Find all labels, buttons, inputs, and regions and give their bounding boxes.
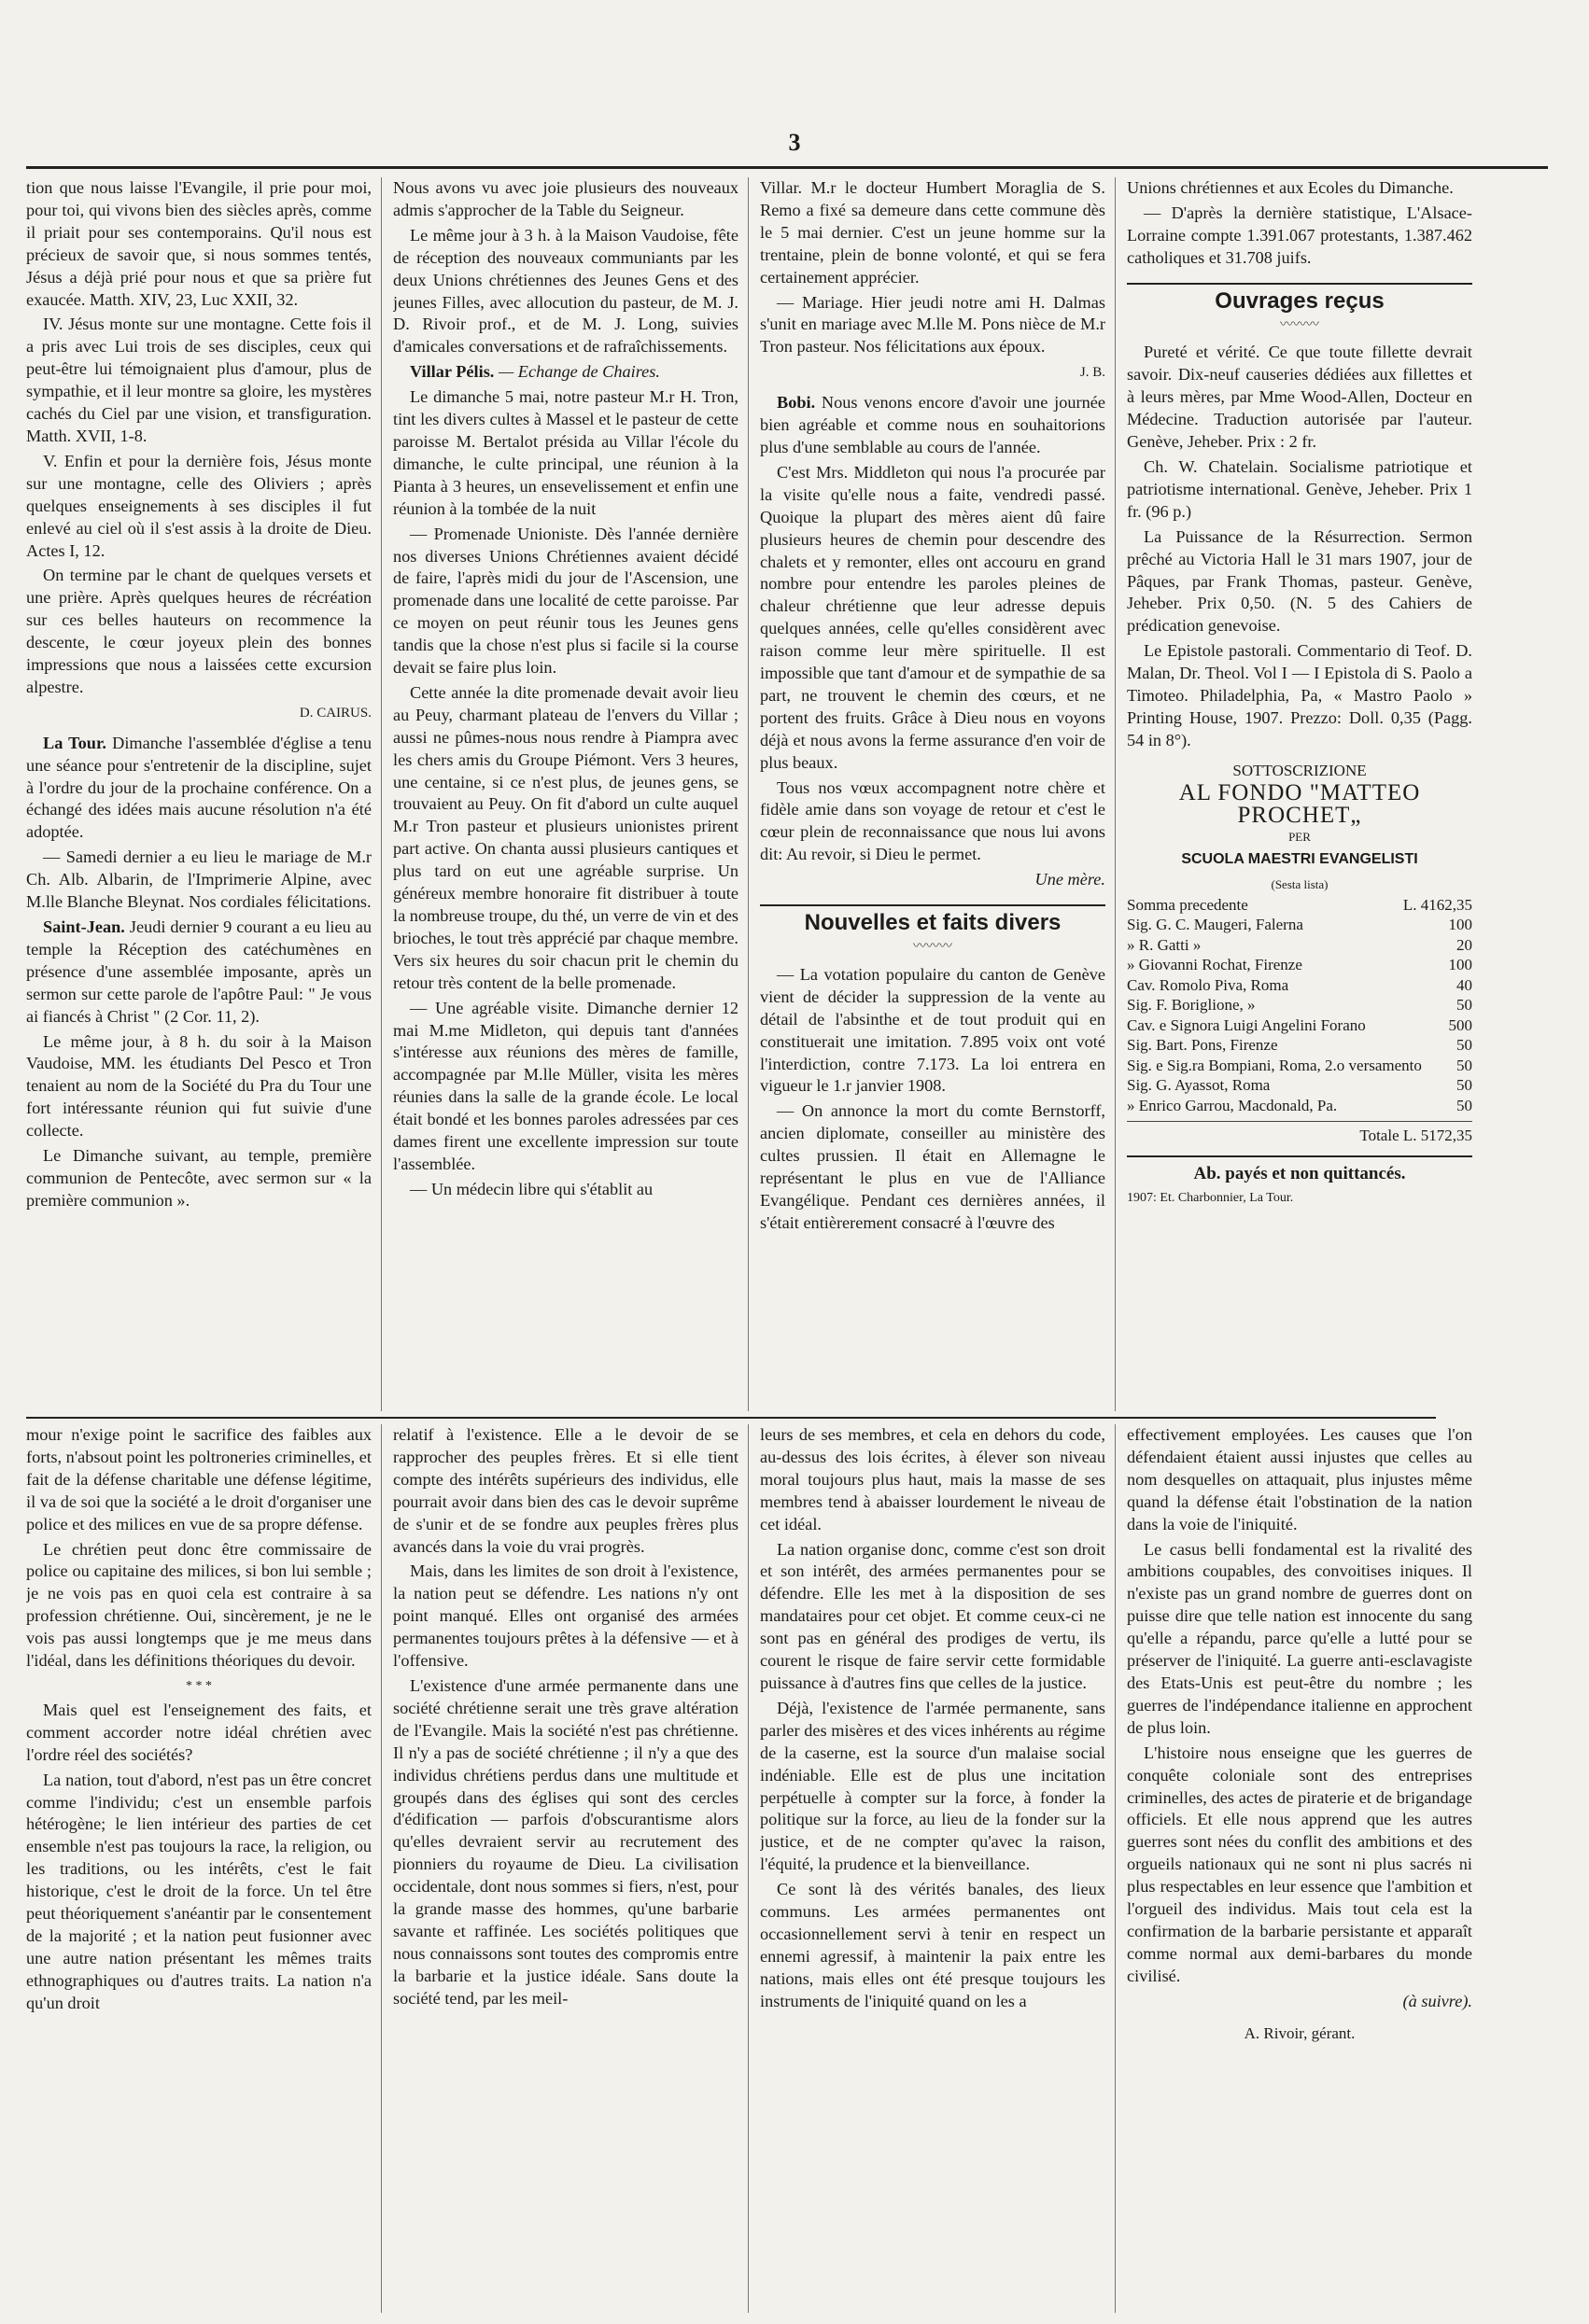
upper-column-3 [760,177,1116,1411]
subscription-amount: 100 [1448,956,1472,974]
section-break-stars: * * * [186,1678,212,1693]
news-paragraph: Nous avons vu avec joie plusieurs des nouveaux admis s'approcher de la Table du Seigneur. [393,178,738,219]
news-paragraph: — On annonce la mort du comte Bernstorff, ancien diplomate, conseiller au ministère des cultes prussien. Il était en Allemagne le représentant le plus en vue de l'Alliance Evangélique. Pendant ces dernières années, il s'était entièrerement consacré à l'œuvre des [760,1101,1105,1232]
news-paragraph: Le dimanche 5 mai, notre pasteur M.r H. Tron, tint les divers cultes à Massel et le pasteur de cette paroisse M. Bertalot présida au Villar l'école du dimanche, le culte principal, une réunion à la Pianta à 3 heures, un ensevelissement et enfin une réunion à la tombée de la nuit [393,387,738,518]
news-text: Nous venons encore d'avoir une journée bien agréable et comme nous en souhaitorions plus d'une semblable au cours de l'année. [760,393,1105,456]
essay-paragraph: mour n'exige point le sacrifice des faibles aux forts, n'absout point les poltroneries criminelles, et fait de la défense charitable une défense légitime, il va de soi que la société a le droit d'organiser une police et des milices en vue de sa propre défense. [26,1425,372,1533]
news-paragraph [26,1031,372,1143]
subscriber-name: Sig. G. C. Maugeri, Falerna [1127,916,1303,934]
news-paragraph: — D'après la dernière statistique, L'Alsace-Lorraine compte 1.391.067 protestants, 1.387.462 catholiques et 31.708 juifs. [1127,203,1472,267]
essay-paragraph: leurs de ses membres, et cela en dehors du code, au-dessus des lois écrites, à élever son niveau moral toujours plus haut, mais la masse de ses membres tend à abaisser lourdement le niveau de cet idéal. [760,1425,1105,1533]
news-paragraph [26,917,372,1029]
lower-columns [26,1424,1482,2313]
news-paragraph [393,361,738,384]
upper-column-2 [393,177,749,1411]
subscriber-name: » Giovanni Rochat, Firenze [1127,956,1302,974]
subscription-list-number: (Sesta lista) [1271,877,1329,892]
article-signature: D. CAIRUS. [299,705,372,721]
subscription-entry [1127,935,1472,956]
news-subheading: — Echange de Chaires. [494,362,660,382]
subscription-amount: 50 [1456,1056,1472,1074]
subscriber-name: Cav. e Signora Luigi Angelini Forano [1127,1015,1366,1034]
essay-paragraph: relatif à l'existence. Elle a le devoir de se rapprocher des peuples frères. Et si elle tient compte des intérêts supérieurs des individus, elle pourrait avoir dans bien des cas le devoir suprême de s'unir et de se fondre aux peuples frères plus avancés dans la voie du vrai progrès. [393,1425,738,1556]
news-heading: Bobi. [777,393,816,413]
top-rule [26,166,1548,169]
news-heading: La Tour. [43,733,106,752]
news-text: — Samedi dernier a eu lieu le mariage de M.r Ch. Alb. Albarin, de l'Imprimerie Alpine, avec M.lle Blanche Bleynat. Nos cordiales félicitations. [26,847,372,912]
subscription-amount: 20 [1456,935,1472,954]
news-paragraph: — Une agréable visite. Dimanche dernier 12 mai M.me Midleton, qui depuis tant d'années s'intéresse aux réunions des mères de famille, accompagnée par M.lle Müller, visita les mères réunies dans la salle de la grande école. Le local était bondé et les bonnes paroles adressées par ces dames firent une excellente impression sur toute l'assemblée. [393,998,738,1173]
news-paragraph: — Promenade Unioniste. Dès l'année dernière nos diverses Unions Chrétiennes avaient décidé de faire, l'après midi du jour de l'Ascension, une promenade dans une localité de cette paroisse. Par ce moyen on peut réunir tous les Jeunes gens tandis que la chose n'est plus si facile si la course devait se faire plus loin. [393,524,738,678]
news-paragraph: Le même jour à 3 h. à la Maison Vaudoise, fête de réception des nouveaux communiants par les deux Unions chrétiennes des Jeunes Gens et des jeunes Filles, avec allocution du pasteur, de M. J. D. Rivoir prof., et de M. J. Long, suivies d'amicales conversations et de rafraîchissements. [393,225,738,357]
news-paragraph [26,733,372,845]
subscription-total: Totale L. 5172,35 [1127,1121,1472,1146]
essay-paragraph: Mais quel est l'enseignement des faits, et comment accorder notre idéal chrétien avec l'ordre réel des sociétés? [26,1700,372,1764]
news-text: Jeudi dernier 9 courant a eu lieu au temple la Réception des catéchumènes en présence d'une assemblée imposante, après un sermon sur cette parole de l'apôtre Paul: " Je vous ai fiancés à Christ " (2 Cor. 11, 2). [26,917,372,1026]
news-signature: Une mère. [1034,870,1105,889]
subscriber-name: Cav. Romolo Piva, Roma [1127,975,1289,994]
subscription-entry [1127,975,1472,996]
news-paragraph: — Un médecin libre qui s'établit au [410,1179,654,1198]
ack-title: Ab. payés et non quittancés. [1127,1155,1472,1185]
lower-column-4 [1127,1424,1482,2313]
book-notice: La Puissance de la Résurrection. Sermon prêché au Victoria Hall le 31 mars 1907, jour de Pâques, par Frank Thomas, pasteur. Genève, Jeheber. Prix 0,50. (N. 5 des Cahiers de prédication genevoise. [1127,526,1472,636]
subscription-entry [1127,1035,1472,1056]
subscription-entry [1127,1096,1472,1116]
article-paragraph: tion que nous laisse l'Evangile, il prie pour moi, pour toi, qui vivons bien des siècles après, comme il priait pour ses contemporains. Qu'il nous est précieux de savoir que, si nous sommes tentés, Jésus a déjà prié pour nous et que sa prière fut exaucée. Matth. XIV, 23, Luc XXII, 32. [26,178,372,309]
upper-column-4 [1127,177,1482,1411]
subscription-entry [1127,955,1472,975]
news-paragraph: Unions chrétiennes et aux Ecoles du Dimanche. [1127,178,1454,197]
subscriber-name: Sig. G. Ayassot, Roma [1127,1076,1271,1095]
subscriber-name: » R. Gatti » [1127,935,1202,954]
article-paragraph: IV. Jésus monte sur une montagne. Cette fois il a pris avec Lui trois de ses disciples, ceux qui peut-être lui témoignaient plus d'amour, plus de sympathie, et il leur montre sa gloire, les mystères cachés du Ciel par une vision, et transfiguration. Matth. XVII, 1-8. [26,315,372,445]
subscription-amount: 40 [1456,975,1472,994]
subscription-heading: SOTTOSCRIZIONE [1232,761,1367,779]
subscription-list [1127,875,1472,1146]
article-paragraph: V. Enfin et pour la dernière fois, Jésus monte sur une montagne, celle des Oliviers ; après quelques enseignements à ses disciples il fut enlevé au ciel où il s'est assis à la droite de Dieu. Actes I, 12. [26,451,372,560]
subscription-entry [1127,1015,1472,1036]
news-signature: J. B. [1079,365,1105,381]
subscriber-name: Sig. e Sig.ra Bompiani, Roma, 2.o versamento [1127,1056,1422,1074]
gerant-signature: A. Rivoir, gérant. [1244,2023,1356,2042]
upper-column-1 [26,177,382,1411]
news-paragraph: C'est Mrs. Middleton qui nous l'a procurée par la visite qu'elle nous a faite, vendredi passé. Quoique la plupart des mères aient dû faire plusieurs heures de chemin pour descendre des chalets et y remonter, elles ont accouru en grand nombre pour entendre les paroles pleines de chaleur chrétienne que leur adresse depuis quelques années, celle qu'elles considèrent avec raison comme leur mère spirituelle. Il est impossible que tant d'amour et de sympathie de sa part, ne trouvent le chemin des cœurs, et ne portent des fruits. Grâce à Dieu nous en voyons déjà et nous avons la ferme assurance d'en voir de plus beaux. [760,462,1105,772]
fund-title: AL FONDO "MATTEO PROCHET„ [1178,779,1421,828]
subscription-entry [1127,995,1472,1015]
middle-rule [26,1417,1436,1419]
subscription-amount: 50 [1456,1076,1472,1095]
book-notice: Ch. W. Chatelain. Socialisme patriotique et patriotisme international. Genève, Jeheber. Prix 1 fr. (96 p.) [1127,456,1472,521]
news-heading: Saint-Jean. [43,917,125,936]
fund-school: SCUOLA MAESTRI EVANGELISTI [1181,851,1418,868]
section-title-ouvrages: Ouvrages reçus [1127,283,1472,313]
lower-column-3 [760,1424,1116,2313]
subscription-amount: 50 [1456,1036,1472,1055]
news-paragraph: Cette année la dite promenade devait avoir lieu au Peuy, charmant plateau de l'envers du Villar ; aussi ne pûmes-nous nous rendre à Piampra avec les chers amis du Groupe Piémont. Vers 3 heures, une centaine, si ce n'est plus, de jeunes gens, se trouvaient au Peuy. On fit d'abord un culte auquel M.r Tron pasteur et plusieurs unionistes prirent part active. On chanta aussi plusieurs cantiques et plus tard on eut une agréable surprise. Un généreux membre honoraire fit distribuer à toute la nombreuse troupe, du thé, un verre de vin et des brioches, le tout très apprécié par chaque membre. Vers six heures du soir chacun prit le chemin du retour très content de la belle promenade. [393,682,738,992]
subscription-entry [1127,895,1472,916]
news-text: Dimanche l'assemblée d'église a tenu une séance pour s'entretenir de la discipline, sujet à l'ordre du jour de la prochaine conférence. On a échangé des idées mais aucune résolution n'a été adoptée. [26,733,372,842]
book-notice: Le Epistole pastorali. Commentario di Teof. D. Malan, Dr. Theol. Vol I — I Epistola di S. Paolo a Timoteo. Philadelphia, Pa, « Mastro Paolo » Printing House, 1907. Prezzo: Doll. 0,35 (Pagg. 54 in 8°). [1127,641,1472,749]
news-heading: Villar Pélis. [410,362,495,382]
page-number: 3 [788,129,801,156]
subscription-amount: 50 [1456,996,1472,1015]
essay-paragraph: Le casus belli fondamental est la rivalité des ambitions coupables, des convoitises iniques. Il n'existe pas un grand nombre de guerres dont on puisse dire que telle nation est innocente du sang qu'elle a répandu, parce qu'elle a lutté pour se préserver de l'iniquité. La guerre anti-esclavagiste des Etats-Unis est peut-être du nombre ; les guerres de l'indépendance italienne en approchent de plus loin. [1127,1539,1472,1737]
essay-paragraph: La nation, tout d'abord, n'est pas un être concret comme l'individu; c'est un ensemble parfois hétérogène; le lien intérieur des parties de cet ensemble n'est pas toujours la race, la religion, ou les traditions, ou les intérêts, c'est le fait historique, c'est le droit de la force. Un tel être peut théoriquement s'anéantir par le consentement de la majorité ; et la nation peut fusionner avec une autre nation présentant les mêmes traits ethnographiques ou d'autres traits. La nation n'a qu'un droit [26,1770,372,2012]
ornament-divider: 〰〰〰 [913,940,952,954]
ack-line: 1907: Et. Charbonnier, La Tour. [1127,1190,1294,1205]
essay-paragraph: effectivement employées. Les causes que l'on défendaient étaient aussi injustes que celles au nom desquelles on attaquait, plus injustes même quand la défense était l'obstination de la nation dans la voie de l'iniquité. [1127,1425,1472,1533]
news-paragraph: — Mariage. Hier jeudi notre ami H. Dalmas s'unit en mariage avec M.lle M. Pons nièce de M.r Tron pasteur. Nos félicitations aux époux. [760,292,1105,357]
news-text: Le Dimanche suivant, au temple, première communion de Pentecôte, avec sermon sur « la première communion ». [26,1146,372,1210]
news-paragraph [26,1145,372,1212]
news-paragraph: — La votation populaire du canton de Genève vient de décider la suppression de la vente au détail de l'absinthe et de tout produit qui en constituerait une imitation. 7.895 voix ont voté l'interdiction, contre 7.173. La loi entrera en vigueur le 1.r janvier 1908. [760,964,1105,1096]
subscription-entry [1127,1075,1472,1096]
subscriber-name: Sig. Bart. Pons, Firenze [1127,1036,1278,1055]
upper-columns [26,177,1482,1411]
essay-paragraph: L'existence d'une armée permanente dans une société chrétienne serait une très grave altération de l'Evangile. Mais la société n'est pas chrétienne. Il n'y a pas de société chrétienne ; il n'y a que des individus chrétiens perdus dans une multitude et groupés dans des églises qui sont des cercles d'édification — parfois d'obscurantisme alors qu'elles devraient servir au recrutement des pionniers du royaume de Dieu. La civilisation occidentale, dont nous sommes si fiers, n'est, pour la grande masse des hommes, qu'une barbarie savante et raffinée. Les sociétés politiques que nous connaissons sont toutes des compromis entre la barbarie et la justice idéale. Sans doute la société tend, par les meil- [393,1675,738,2008]
subscriber-name: Sig. F. Boriglione, » [1127,996,1256,1015]
subscription-amount: 50 [1456,1096,1472,1114]
essay-paragraph: Le chrétien peut donc être commissaire de police ou capitaine des milices, si bon lui semble ; je ne vois pas en quoi cela est contraire à sa profession chrétienne. Oui, sincèrement, je ne le vois pas aussi longtemps que je me meus dans l'idéal, dans les définitions théoriques du devoir. [26,1539,372,1671]
article-paragraph: On termine par le chant de quelques versets et une prière. Après quelques heures de récréation sur ces belles hauteurs on recommence la descente, le cœur joyeux plein des bonnes impressions que nous a laissées cette excursion alpestre. [26,566,372,696]
ornament-divider: 〰〰〰 [1280,317,1319,332]
essay-paragraph: L'histoire nous enseigne que les guerres de conquête coloniale sont des entreprises criminelles, des actes de piraterie et de brigandage officiels. Et elle nous apprend que les autres guerres sont nées du conflit des ambitions et des orgueils nationaux qui ne sont ni plus sacrés ni plus respectables en leur essence que l'ambition et l'orgueil des individus. Mais tout cela est la confirmation de la barbarie persistante et apparaît comme normal aux demi-barbares du monde civilisé. [1127,1743,1472,1985]
subscriber-name: » Enrico Garrou, Macdonald, Pa. [1127,1096,1338,1114]
news-paragraph [760,392,1105,459]
lower-column-2 [393,1424,749,2313]
news-paragraph: Tous nos vœux accompagnent notre chère et fidèle amie dans son voyage de retour et c'est le cœur plein de reconnaissance que nous lui avons dit: Au revoir, si Dieu le permet. [760,777,1105,864]
essay-paragraph: Ce sont là des vérités banales, des lieux communs. Les armées permanentes ont occasionnellement servi à tenir en respect un ennemi agressif, à maintenir la paix entre les nations, mais elles ont été presque toujours les instruments de l'iniquité quand on les a [760,1880,1105,2010]
subscription-amount: L. 4162,35 [1402,895,1472,914]
news-paragraph [26,847,372,914]
subscription-amount: 500 [1448,1015,1472,1034]
news-paragraph: Villar. M.r le docteur Humbert Moraglia de S. Remo a fixé sa demeure dans cette commune dès le 5 mai dernier. C'est un jeune homme sur la trentaine, plein de bonne volonté, et qui se fera certainement apprécier. [760,178,1105,287]
subscription-entry [1127,1056,1472,1076]
section-title-nouvelles: Nouvelles et faits divers [760,904,1105,934]
essay-paragraph: Mais, dans les limites de son droit à l'existence, la nation peut se défendre. Les nations n'y ont point manqué. Elles ont organisé des armées permanentes toujours prêtes à la défensive — et à l'offensive. [393,1561,738,1671]
essay-paragraph: La nation organise donc, comme c'est son droit et son intérêt, des armées permanentes pour se défendre. Elle les met à la disposition de ses mandataires pour cet objet. Et comme ceux-ci ne sont pas en général des prodiges de vertu, ils courent le risque de faire servir cette formidable puissance à d'autres fins que celles de la justice. [760,1539,1105,1692]
to-be-continued: (à suivre). [1402,1991,1472,2010]
book-notice: Pureté et vérité. Ce que toute fillette devrait savoir. Dix-neuf causeries dédiées aux fillettes et à leurs mères, par Mme Wood-Allen, Docteur en Médecine. Traduction autorisée par l'auteur. Genève, Jeheber. Prix : 2 fr. [1127,343,1472,452]
news-text: Le même jour, à 8 h. du soir à la Maison Vaudoise, MM. les étudiants Del Pesco et Tron tenaient au nom de la Société du Pra du Tour une fort intéressante réunion qui fut suivie d'une collecte. [26,1031,372,1141]
lower-column-1 [26,1424,382,2313]
fund-per: PER [1288,830,1311,845]
essay-paragraph: Déjà, l'existence de l'armée permanente, sans parler des misères et des vices inhérents au régime de la caserne, est la source d'un malaise social indéniable. Elle est de plus une incitation perpétuelle à compter sur la force, à fonder la politique sur la force, au lieu de la fonder sur la justice, et de ne compter qu'avec la raison, l'équité, la prudence et la bienveillance. [760,1698,1105,1874]
subscriber-name: Somma precedente [1127,895,1248,914]
subscription-entry [1127,915,1472,935]
subscription-amount: 100 [1448,916,1472,934]
